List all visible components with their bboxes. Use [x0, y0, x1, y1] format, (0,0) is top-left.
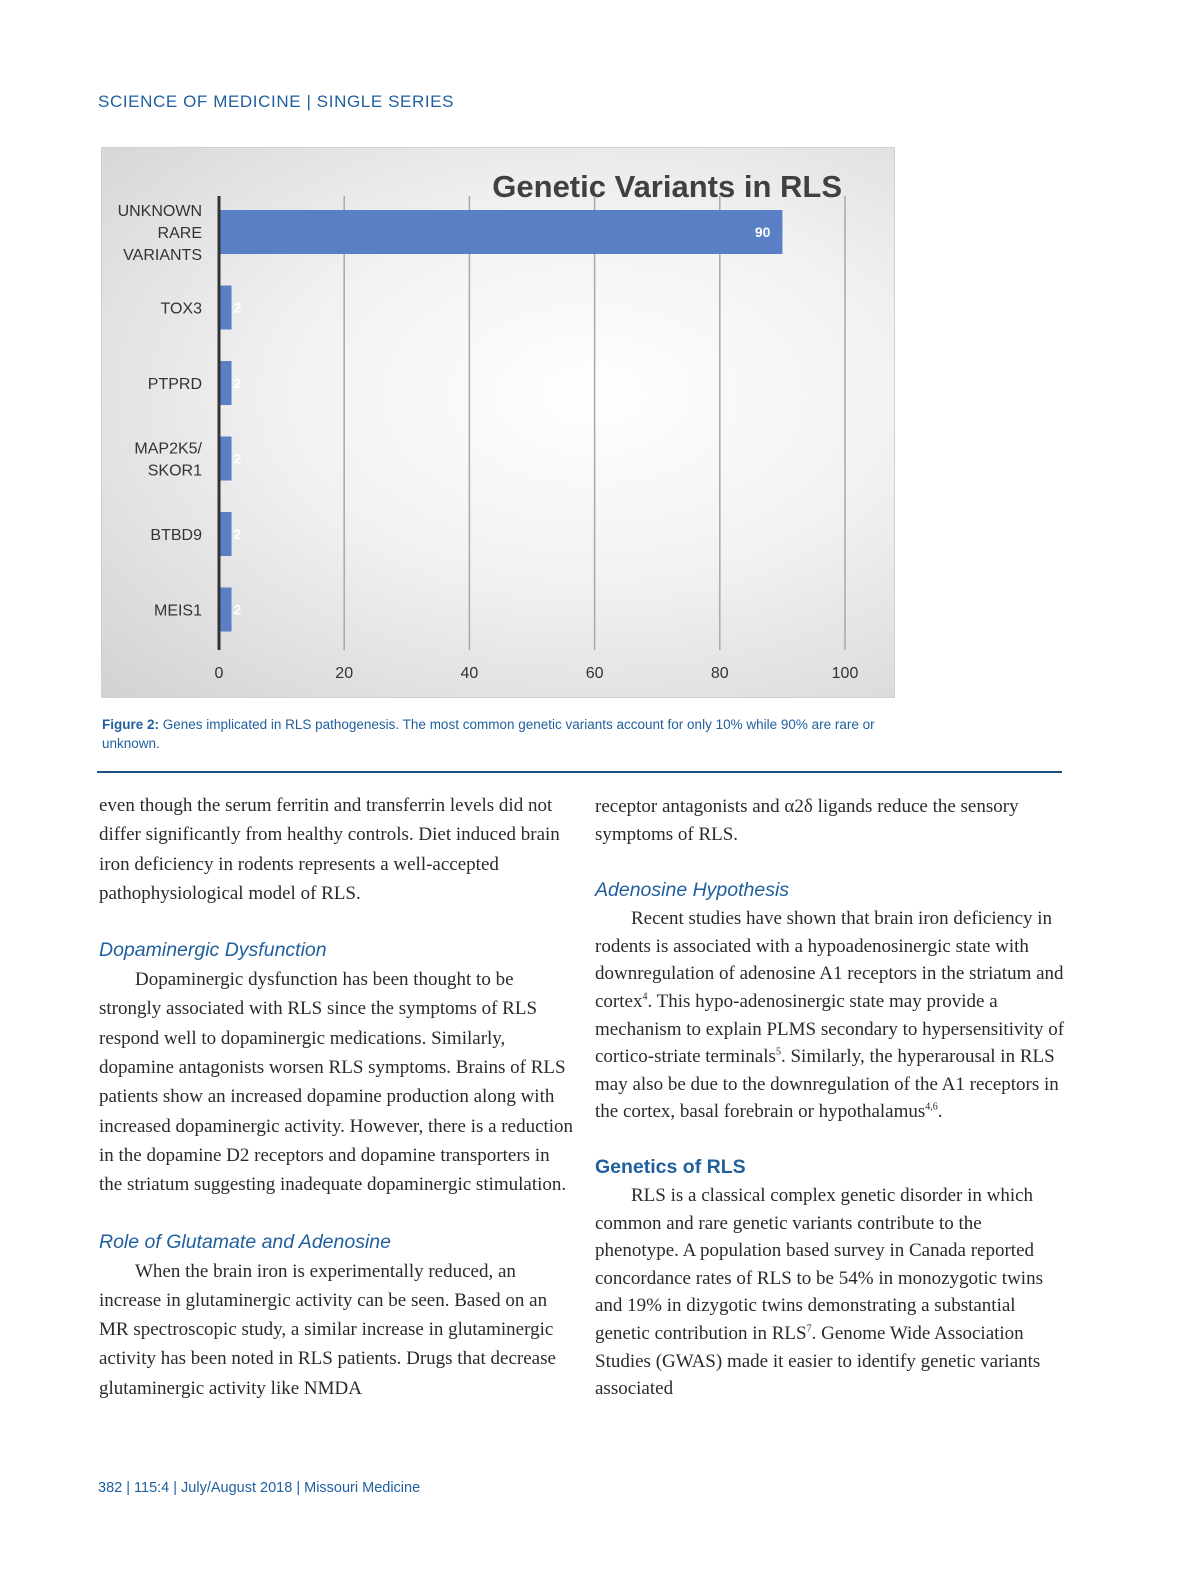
chart-canvas	[102, 148, 894, 697]
chart-category-labels	[118, 203, 203, 620]
bar-value-label: 2	[233, 601, 242, 618]
category-label-line: PTPRD	[147, 376, 202, 393]
category-label-line: SKOR1	[147, 462, 202, 480]
caption-text: Genes implicated in RLS pathogenesis. The most common genetic variants account for only 10% while 90% are rare or unknown.	[102, 717, 875, 751]
section-divider	[97, 771, 1062, 773]
x-tick-label: 80	[710, 665, 729, 682]
category-label-line: BTBD9	[150, 527, 202, 544]
left-column	[99, 791, 577, 1403]
x-tick-label: 20	[335, 665, 354, 682]
bar	[219, 512, 232, 556]
bar-value-label: 2	[233, 299, 242, 316]
running-header: SCIENCE OF MEDICINE | SINGLE SERIES	[98, 92, 455, 111]
paragraph-glutamate: When the brain iron is experimentally reduced, an increase in glutaminergic activity can be seen. Based on an MR spectroscopic study, a similar increase in glutaminergic activity has been noted in RLS patients. Drugs that decrease glutaminergic activity like NMDA	[99, 1260, 556, 1399]
page-footer: 382 | 115:4 | July/August 2018 | Missouri Medicine	[98, 1480, 421, 1496]
category-label	[154, 603, 202, 620]
paragraph-dopaminergic: Dopaminergic dysfunction has been thought to be strongly associated with RLS since the symptoms of RLS respond well to dopaminergic medications. Similarly, dopamine antagonists worsen RLS symptoms. Brains of RLS patients show an increased dopamine production along with increased dopaminergic activity. However, there is a reduction in the dopamine D2 receptors and dopamine transporters in the striatum suggesting inadequate dopaminergic stimulation.	[99, 969, 574, 1196]
x-tick-label: 100	[831, 665, 859, 682]
citation-ref: 7	[806, 1323, 812, 1335]
category-label	[161, 301, 203, 318]
citation-ref: 4	[642, 991, 648, 1003]
bar	[219, 361, 232, 405]
chart-bars	[219, 210, 782, 632]
chart-tick-labels	[215, 665, 859, 682]
x-tick-label: 0	[214, 665, 224, 682]
heading-genetics-of-rls: Genetics of RLS	[595, 1155, 746, 1178]
category-label	[150, 527, 202, 544]
left-paragraph-intro: even though the serum ferritin and transferrin levels did not differ significantly from healthy controls. Diet induced brain iron deficiency in rodents represents a well-accepted pathophysiological model of RLS.	[99, 795, 560, 904]
bar-value-label: 2	[233, 450, 242, 467]
right-paragraph-intro: receptor antagonists and α2δ ligands reduce the sensory symptoms of RLS.	[595, 796, 1019, 845]
bar-value-label: 2	[233, 526, 242, 542]
x-tick-label: 40	[460, 665, 479, 682]
bar	[219, 286, 232, 330]
bar	[219, 588, 232, 632]
x-tick-label: 60	[585, 665, 604, 682]
category-label	[148, 376, 202, 393]
category-label-line: TOX3	[160, 300, 202, 318]
heading-adenosine-hypothesis: Adenosine Hypothesis	[595, 879, 790, 902]
chart-title: Genetic Variants in RLS	[492, 169, 842, 204]
adenosine-text-3: . Similarly, the hyperarousal in RLS may also be due to the downregulation of the A1 receptors in the cortex, basal forebrain or hypothalamus	[595, 1046, 1059, 1123]
category-label	[134, 441, 202, 480]
citation-ref: 5	[775, 1046, 781, 1058]
bar-value-label: 2	[233, 375, 242, 391]
paragraph-adenosine	[595, 905, 1067, 1126]
bar-value-label: 90	[754, 224, 771, 240]
bar	[219, 437, 232, 481]
caption-label: Figure 2:	[102, 717, 160, 732]
genetics-text-1: RLS is a classical complex genetic disorder in which common and rare genetic variants contribute to the phenotype. A population based survey in Canada reported concordance rates of RLS to be 54% in monozygotic twins and 19% in dizygotic twins demonstrating a substantial genetic contribution in RLS	[595, 1184, 1043, 1344]
adenosine-text-4: .	[937, 1101, 943, 1123]
adenosine-text-1: Recent studies have shown that brain iron deficiency in rodents is associated with a hypoadenosinergic state with downregulation of adenosine A1 receptors in the striatum and cortex	[595, 908, 1064, 1012]
citation-ref: 4,6	[925, 1102, 938, 1114]
adenosine-text-2: . This hypo-adenosinergic state may provide a mechanism to explain PLMS secondary to hypersensitivity of cortico-striate terminals	[595, 990, 1065, 1068]
genetics-text-2: . Genome Wide Association Studies (GWAS) made it easier to identify genetic variants associated	[595, 1322, 1041, 1400]
bar	[219, 210, 782, 254]
category-label-line: VARIANTS	[123, 247, 202, 264]
category-label-line: MAP2K5/	[134, 440, 202, 458]
category-label-line: MEIS1	[153, 602, 202, 620]
category-label	[118, 203, 202, 264]
heading-glutamate-adenosine: Role of Glutamate and Adenosine	[99, 1230, 391, 1253]
heading-dopaminergic-dysfunction: Dopaminergic Dysfunction	[99, 939, 327, 962]
category-label-line: RARE	[157, 225, 202, 242]
category-label-line: UNKNOWN	[117, 203, 202, 220]
genetic-variants-chart	[101, 147, 895, 698]
chart-gridlines	[344, 196, 845, 650]
right-column	[595, 793, 1067, 1403]
figure-caption	[102, 715, 892, 753]
paragraph-genetics	[595, 1182, 1067, 1403]
